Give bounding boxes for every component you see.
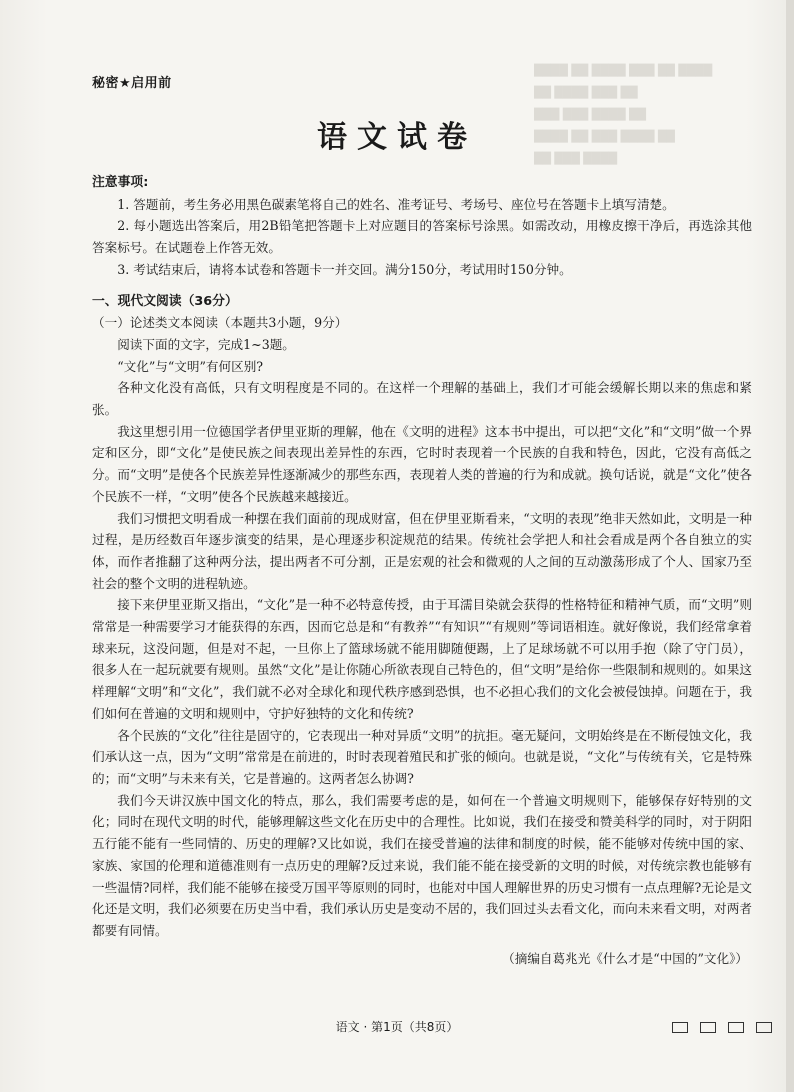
- box-mark: [700, 1022, 716, 1033]
- instruction: 阅读下面的文字，完成1~3题。: [117, 336, 295, 352]
- notes-item: 2. 每小题选出答案后，用2B铅笔把答题卡上对应题目的答案标号涂黑。如需改动，用橡皮擦干净后，再选涂其他答案标号。在试题卷上作答无效。: [92, 218, 752, 256]
- page-title: 语文试卷: [317, 120, 477, 155]
- box-mark: [756, 1022, 772, 1033]
- answer-boxes: [672, 1022, 772, 1033]
- section-heading: 一、现代文阅读（36分）: [92, 293, 238, 309]
- article-source: （摘编自葛兆光《什么才是“中国的”文化》）: [502, 950, 748, 966]
- article-paragraph: 我这里想引用一位德国学者伊里亚斯的理解，他在《文明的进程》这本书中提出，可以把“文化”和“文明”做一个界定和区分，即“文化”是使民族之间表现出差异性的东西，它时时表现着一个民族的自我和特色，因此，它没有高低之分。而“文明”是使各个民族差异性逐渐减少的那些东西，表现着人类的普遍的行为和成就。换句话说，就是“文化”使各个民族不一样，“文明”使各个民族越来越接近。: [92, 423, 752, 504]
- notes-item: 3. 考试结束后，请将本试卷和答题卡一并交回。满分150分，考试用时150分钟。: [117, 261, 572, 277]
- spacer: [92, 281, 752, 291]
- page-footer: 语文 · 第1页（共8页）: [335, 1020, 459, 1034]
- bleed-through-text: ████ ██ ████ ███ ██ ████ ██ ████ ███ ██ ███ ███ ████ ██ ████ ██ ███ ████ ██ ██ ███ ████: [534, 64, 713, 165]
- article-paragraph: 各种文化没有高低，只有文明程度是不同的。在这样一个理解的基础上，我们才可能会缓解长期以来的焦虑和紧张。: [92, 380, 752, 418]
- sub-heading: （一）论述类文本阅读（本题共3小题，9分）: [92, 315, 348, 331]
- article-title: “文化”与“文明”有何区别?: [117, 358, 264, 374]
- box-mark: [728, 1022, 744, 1033]
- article-paragraph: 我们习惯把文明看成一种摆在我们面前的现成财富，但在伊里亚斯看来，“文明的表现”绝非天然如此，文明是一种过程，是历经数百年逐步演变的结果，是心理逐步积淀规范的结果。传统社会学把人和社会看成是两个各自独立的实体，而作者推翻了这种两分法，提出两者不可分割，正是宏观的社会和微观的人之间的互动激荡形成了个人、国家乃至社会的整个文明的进程轨迹。: [92, 510, 752, 591]
- article-paragraph: 我们今天讲汉族中国文化的特点，那么，我们需要考虑的是，如何在一个普遍文明规则下，能够保存好特别的文化；同时在现代文明的时代，能够理解这些文化在历史中的合理性。比如说，我们在接受和赞美科学的同时，对于阴阳五行能不能有一些同情的、历史的理解?又比如说，我们在接受普遍的法律和制度的时候，能不能够对传统中国的家、家族、家国的伦理和道德准则有一点历史的理解?反过来说，我们能不能在接受新的文明的时候，对传统宗教也能够有一些温情?同样，我们能不能够在接受万国平等原则的同时，也能对中国人理解世界的历史习惯有一点点理解?无论是文化还是文明，我们必须要在历史当中看，我们承认历史是变动不居的，我们回过头去看文化，而向未来看文明，对两者都要有同情。: [92, 792, 752, 938]
- notes-heading: 注意事项:: [92, 175, 149, 190]
- article-paragraph: 接下来伊里亚斯又指出，“文化”是一种不必特意传授，由于耳濡目染就会获得的性格特征和精神气质，而“文明”则常常是一种需要学习才能获得的东西，因而它总是和“有教养”“有知识”“有规则”等词语相连。就好像说，我们经常拿着球来玩，这没问题，但是对不起，一旦你上了篮球场就不能用脚随便踢，上了足球场就不可以用手抱（除了守门员），很多人在一起玩就要有规则。虽然“文化”是让你随心所欲表现自己特色的，但“文明”是给你一些限制和规则的。如果这样理解“文明”和“文化”，我们就不必对全球化和现代秩序感到恐惧，也不必担心我们的文化会被侵蚀掉。问题在于，我们如何在普遍的文明和规则中，守护好独特的文化和传统?: [92, 597, 752, 721]
- notes-item: 1. 答题前，考生务必用黑色碳素笔将自己的姓名、准考证号、考场号、座位号在答题卡上填写清楚。: [117, 196, 675, 212]
- secret-label: 秘密★启用前: [92, 76, 172, 91]
- page-edge: [786, 0, 794, 1092]
- exam-content: [92, 172, 752, 969]
- box-mark: [672, 1022, 688, 1033]
- article-paragraph: 各个民族的“文化”往往是固守的，它表现出一种对异质“文明”的抗拒。毫无疑问，文明始终是在不断侵蚀文化，我们承认这一点，因为“文明”常常是在前进的，时时表现着殖民和扩张的倾向。也就是说，“文化”与传统有关，它是特殊的；而“文明”与未来有关，它是普遍的。这两者怎么协调?: [92, 727, 752, 786]
